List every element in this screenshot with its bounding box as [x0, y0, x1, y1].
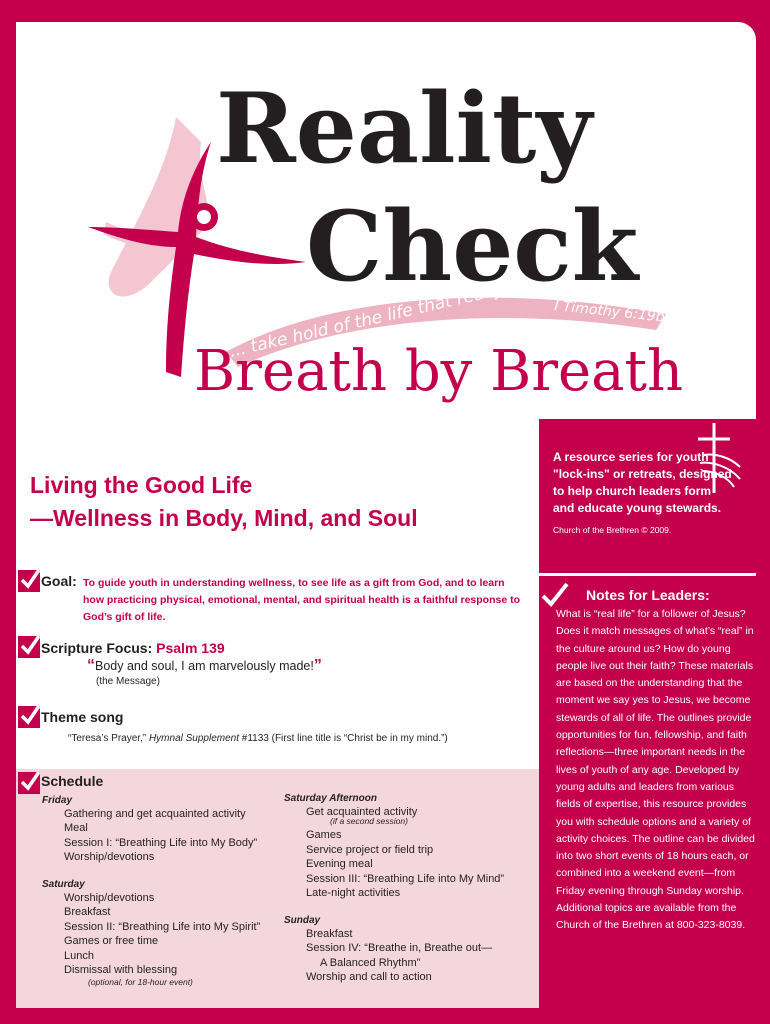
goal-check-icon — [18, 570, 40, 592]
list-item: Lunch — [64, 949, 94, 962]
schedule-label: Schedule — [41, 773, 104, 789]
scripture-focus-label: Scripture Focus: — [41, 640, 153, 656]
schedule-check-icon — [18, 772, 40, 794]
list-item: Worship/devotions — [64, 851, 155, 864]
heading-line-2: —Wellness in Body, Mind, and Soul — [30, 505, 418, 531]
list-item: Session IV: “Breathe in, Breathe out— — [306, 942, 493, 955]
theme-song-title: “Teresa’s Prayer,” — [68, 733, 149, 744]
list-item: Worship/devotions — [64, 892, 155, 904]
friday-items — [64, 807, 257, 865]
list-item: Service project or field trip — [306, 843, 434, 856]
scripture-check-icon — [18, 636, 40, 658]
tagline-ref-text: I Timothy 6:19b — [553, 298, 666, 326]
list-item: Breakfast — [64, 906, 111, 919]
title-check: Check — [306, 190, 639, 303]
scripture-quote — [87, 657, 322, 675]
page-heading — [30, 469, 418, 535]
sunday-day: Sunday — [284, 915, 321, 926]
sunday-items — [306, 927, 492, 985]
copyright-text: Church of the Brethren © 2009. — [553, 525, 672, 535]
banner-artwork — [16, 22, 756, 422]
notes-body: What is “real life” for a follower of Jesus? Does it match messages of what’s “real” in the culture around us? How do young people live out their faith? These materials are based on the understanding that the moment we say yes to Jesus, we become stewards of all of life. The outlines provide opportunities for fun, fellowship, and faith reflections—three important needs in the lives of youth of any age. Developed by young adults and leaders from various fields of expertise, this resource provides you with schedule options and a variety of activity choices. The outline can be divided into two short events of 18 hours each, or combined into a weekend event—from Friday evening through Sunday worship. Additional topics are available from the Church of the Brethren at 800-323-8039. — [556, 608, 755, 932]
list-item: Breakfast — [306, 928, 353, 940]
list-item: Late-night activities — [306, 887, 401, 900]
list-item: Meal — [64, 822, 88, 835]
saturday-afternoon-day: Saturday Afternoon — [284, 793, 377, 804]
list-item-note: (if a second session) — [330, 816, 408, 827]
title-reality: Reality — [216, 72, 593, 185]
schedule-section — [16, 769, 539, 1008]
theme-label: Theme song — [41, 709, 124, 725]
scripture-ref: Psalm 139 — [156, 640, 225, 656]
sidebar-blurb: A resource series for youth "lock-ins" or retreats, designed to help church leaders form and educate young stewards. — [553, 450, 732, 515]
list-item: Games — [306, 829, 342, 842]
series-title: Breath by Breath — [194, 339, 684, 404]
quote-open-mark: “ — [87, 657, 95, 674]
saturday-items — [64, 891, 260, 987]
quote-close-mark: ” — [313, 657, 322, 674]
list-item-note: (optional, for 18-hour event) — [88, 977, 193, 988]
notes-check-icon — [539, 582, 569, 608]
page — [16, 22, 756, 1008]
notes-title: Notes for Leaders: — [586, 587, 710, 603]
theme-song-book: Hymnal Supplement — [148, 733, 239, 744]
list-item: Session III: “Breathing Life into My Mind” — [306, 872, 505, 885]
list-item: Session I: “Breathing Life into My Body” — [64, 836, 258, 849]
list-item: Evening meal — [306, 858, 373, 871]
heading-line-1: Living the Good Life — [30, 472, 253, 498]
sidebar-intro — [539, 419, 756, 573]
tagline-text: ... take hold of the life that really is life. — [227, 266, 560, 362]
goal-label: Goal: — [41, 573, 77, 589]
list-item: Get acquainted activity — [306, 806, 418, 818]
scripture-label — [41, 640, 225, 656]
saturday-day: Saturday — [42, 879, 85, 890]
theme-song-number: #1133 (First line title is “Christ be in my mind.”) — [239, 733, 448, 744]
notes-for-leaders — [539, 573, 756, 1008]
quote-text: Body and soul, I am marvelously made! — [95, 659, 314, 673]
goal-text: To guide youth in understanding wellness, to see life as a gift from God, and to learn how practicing physical, emotional, mental, and spiritual health is a faithful response to God’s gift of life. — [83, 577, 520, 623]
theme-check-icon — [18, 706, 40, 728]
quote-source: (the Message) — [96, 676, 160, 687]
list-item: A Balanced Rhythm” — [320, 956, 421, 969]
list-item: Gathering and get acquainted activity — [64, 808, 246, 820]
list-item: Worship and call to action — [306, 971, 432, 984]
sidebar — [539, 419, 756, 1008]
saturday-afternoon-items — [306, 805, 504, 900]
list-item: Session II: “Breathing Life into My Spirit” — [64, 920, 261, 933]
theme-song-text — [68, 733, 448, 744]
list-item: Dismissal with blessing — [64, 964, 178, 977]
cross-logo-icon — [690, 423, 742, 493]
friday-day: Friday — [42, 795, 73, 806]
list-item: Games or free time — [64, 935, 159, 948]
